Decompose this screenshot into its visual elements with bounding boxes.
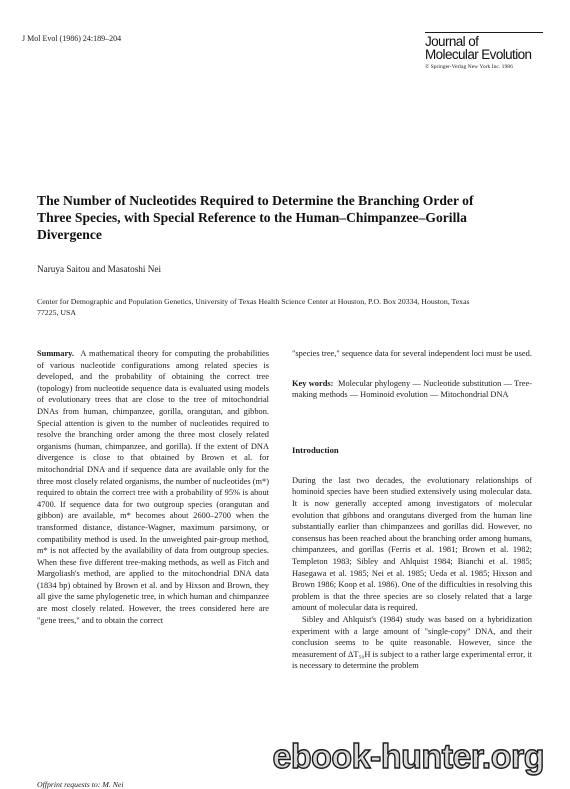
journal-masthead: [425, 32, 555, 70]
left-column: [37, 348, 269, 626]
journal-name-line1: Journal of: [425, 34, 479, 49]
right-column: [292, 348, 532, 672]
intro-paragraph-2: Sibley and Ahlquist's (1984) study was based on a hybridization experiment with a large amount of "single-copy" DNA, and their conclusion seems to be quite reasonable. However, since the measurement of ΔT₅₀H is subject to a rather large experimental error, it is necessary to determine the problem: [292, 614, 532, 671]
article-authors: Naruya Saitou and Masatoshi Nei: [37, 264, 162, 274]
watermark-logo: ebook-hunter.org: [260, 735, 556, 781]
masthead-rule: [425, 32, 543, 33]
publisher-copyright: © Springer-Verlag New York Inc. 1986: [425, 64, 513, 70]
section-heading-introduction: Introduction: [292, 444, 339, 455]
introduction-body: [292, 475, 532, 672]
abstract-continued: "species tree," sequence data for several independent loci must be used.: [292, 349, 532, 358]
abstract-text: A mathematical theory for computing the probabilities of various nucleotide configurations among related species is developed, and the probability of obtaining the correct tree (topology) from nucleotide sequence data is evaluated using models of evolutionary trees that are close to the tree of mitochondrial DNAs from human, chimpanzee, gorilla, orangutan, and gibbon. Special attention is given to the number of nucleotides required to resolve the branching order among the three most closely related organisms (human, chimpanzee, and gorilla). If the extent of DNA divergence is close to that obtained by Brown et al. for mitochondrial DNA and if sequence data are available only for the three most closely related organisms, the number of nucleotides (m*) required to obtain the correct tree with a probability of 95% is about 4700. If sequence data for two outgroup species (orangutan and gibbon) are available, m* becomes about 2600–2700 when the transformed distance, distance-Wagner, maximum parsimony, or compatibility method is used. In the unweighted pair-group method, m* is not affected by the availability of data from outgroup species. When these five different tree-making methods, as well as Fitch and Margoliash's method, are applied to the mitochondrial DNA data (1834 bp) obtained by Brown et al. and by Hixson and Brown, they all give the same phylogenetic tree, in which human and chimpanzee are most closely related. However, the trees considered here are "gene trees," and to obtain the correct: [37, 349, 270, 625]
keywords: [292, 378, 532, 401]
journal-name-line2: Molecular Evolution: [425, 47, 532, 62]
keywords-text: Molecular phylogeny — Nucleotide substitution — Tree-making methods — Hominoid evolution — Mitochondrial DNA: [292, 378, 533, 400]
keywords-label: Key words:: [292, 378, 334, 388]
intro-paragraph-1: During the last two decades, the evolutionary relationships of hominoid species have been studied extensively using molecular data. It is now generally accepted among investigators of molecular evolution that gibbons and orangutans diverged from the human line substantially earlier than chimpanzees and gorillas did. However, no consensus has been reached about the branching order among humans, chimpanzees, and gorillas (Ferris et al. 1981; Brown et al. 1982; Templeton 1983; Sibley and Ahlquist 1984; Bianchi et al. 1985; Hasegawa et al. 1985; Nei et al. 1985; Ueda et al. 1985; Hixson and Brown 1986; Koop et al. 1986). One of the difficulties in resolving this problem is that the three species are so closely related that a large amount of molecular data is required.: [292, 475, 532, 613]
journal-citation: J Mol Evol (1986) 24:189–204: [22, 34, 122, 43]
abstract-label: Summary.: [37, 349, 74, 358]
article-title: The Number of Nucleotides Required to Determine the Branching Order of Three Species, with Special Reference to the Human–Chimpanzee–Gorilla Divergence: [37, 193, 474, 242]
offprint-footnote: Offprint requests to: M. Nei: [37, 780, 124, 789]
author-affiliation: Center for Demographic and Population Genetics, University of Texas Health Science Center at Houston, P.O. Box 20334, Houston, Texas 77225, USA: [37, 297, 470, 317]
abstract: [37, 348, 269, 626]
